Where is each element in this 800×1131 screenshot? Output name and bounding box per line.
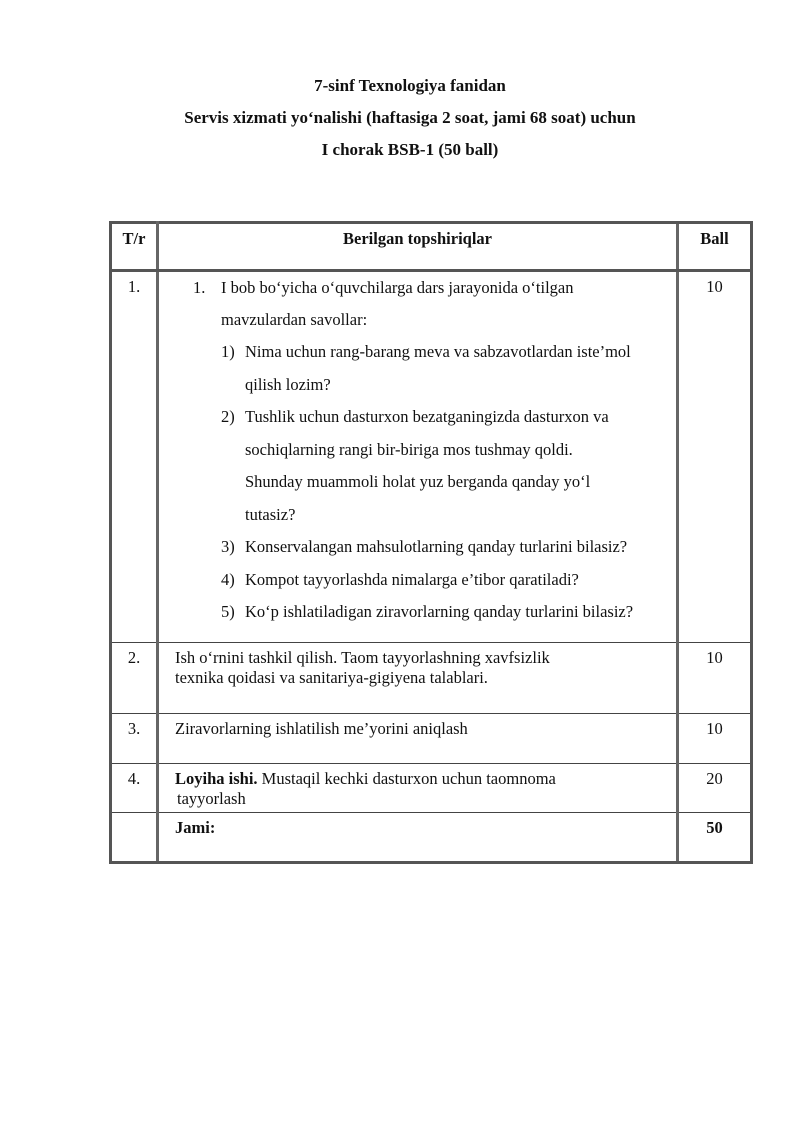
title-line-2: Servis xizmati yo‘nalishi (haftasiga 2 soat, jami 68 soat) uchun — [184, 108, 636, 127]
question-line: Ko‘p ishlatiladigan ziravorlarning qanday turlarini bilasiz? — [245, 602, 634, 621]
row-number: 2. — [111, 643, 158, 714]
row-score: 20 — [678, 764, 752, 813]
question-number: 1) — [221, 342, 235, 361]
question-number: 4) — [221, 569, 235, 589]
question-item — [175, 596, 672, 629]
question-line: qilish lozim? — [245, 374, 331, 394]
question-line: Nima uchun rang-barang meva va sabzavotlardan iste’mol — [245, 342, 631, 361]
question-line: Tushlik uchun dasturxon bezatganingizda dasturxon va — [245, 407, 609, 426]
task-cell — [158, 764, 678, 813]
task-line: tayyorlash — [177, 789, 246, 808]
document-header — [0, 74, 800, 170]
column-header-number: T/r — [111, 223, 158, 271]
task-line: Mustaqil kechki dasturxon uchun taomnoma — [257, 769, 556, 788]
question-item — [175, 531, 672, 564]
task-cell: Ziravorlarning ishlatilish me’yorini aniqlash — [158, 714, 678, 764]
table-row — [111, 643, 752, 714]
question-line: Shunday muammoli holat yuz berganda qanday yo‘l — [245, 472, 591, 491]
row-number: 1. — [111, 271, 158, 643]
column-header-score: Ball — [678, 223, 752, 271]
total-number-cell — [111, 813, 158, 863]
table-row — [111, 714, 752, 764]
question-number: 2) — [221, 407, 235, 426]
table-row — [111, 271, 752, 643]
task-intro-number: 1. — [193, 278, 206, 297]
task-intro — [175, 272, 672, 336]
title-line-1: 7-sinf Texnologiya fanidan — [314, 76, 506, 95]
assessment-table — [109, 221, 753, 864]
question-line: Konservalangan mahsulotlarning qanday turlarini bilasiz? — [245, 537, 628, 556]
table-row — [111, 764, 752, 813]
task-bold-label: Loyiha ishi. — [175, 769, 258, 788]
row-number: 3. — [111, 714, 158, 764]
row-number: 4. — [111, 764, 158, 813]
total-label-cell — [158, 813, 678, 863]
task-line: Ish o‘rnini tashkil qilish. Taom tayyorlashning xavfsizlik — [175, 648, 550, 667]
question-number: 5) — [221, 602, 235, 621]
row-score: 10 — [678, 271, 752, 643]
task-line: texnika qoidasi va sanitariya-gigiyena talablari. — [175, 668, 488, 687]
row-score: 10 — [678, 714, 752, 764]
question-line: Kompot tayyorlashda nimalarga e’tibor qaratiladi? — [245, 569, 579, 589]
question-number: 3) — [221, 537, 235, 556]
question-item — [175, 564, 672, 597]
row-score: 10 — [678, 643, 752, 714]
question-line: sochiqlarning rangi bir-biriga mos tushmay qoldi. — [245, 439, 573, 459]
task-intro-line: I bob bo‘yicha o‘quvchilarga dars jarayonida o‘tilgan — [221, 278, 574, 297]
question-line: tutasiz? — [245, 504, 296, 524]
column-header-tasks: Berilgan topshiriqlar — [158, 223, 678, 271]
total-label: Jami: — [175, 818, 216, 837]
table-header-row — [111, 223, 752, 271]
question-item — [175, 401, 672, 531]
task-cell — [158, 643, 678, 714]
title-line-3: I chorak BSB-1 (50 ball) — [321, 140, 499, 159]
task-intro-line: mavzulardan savollar: — [221, 310, 368, 329]
total-score: 50 — [678, 813, 752, 863]
task-cell — [158, 271, 678, 643]
total-row — [111, 813, 752, 863]
question-item — [175, 336, 672, 401]
